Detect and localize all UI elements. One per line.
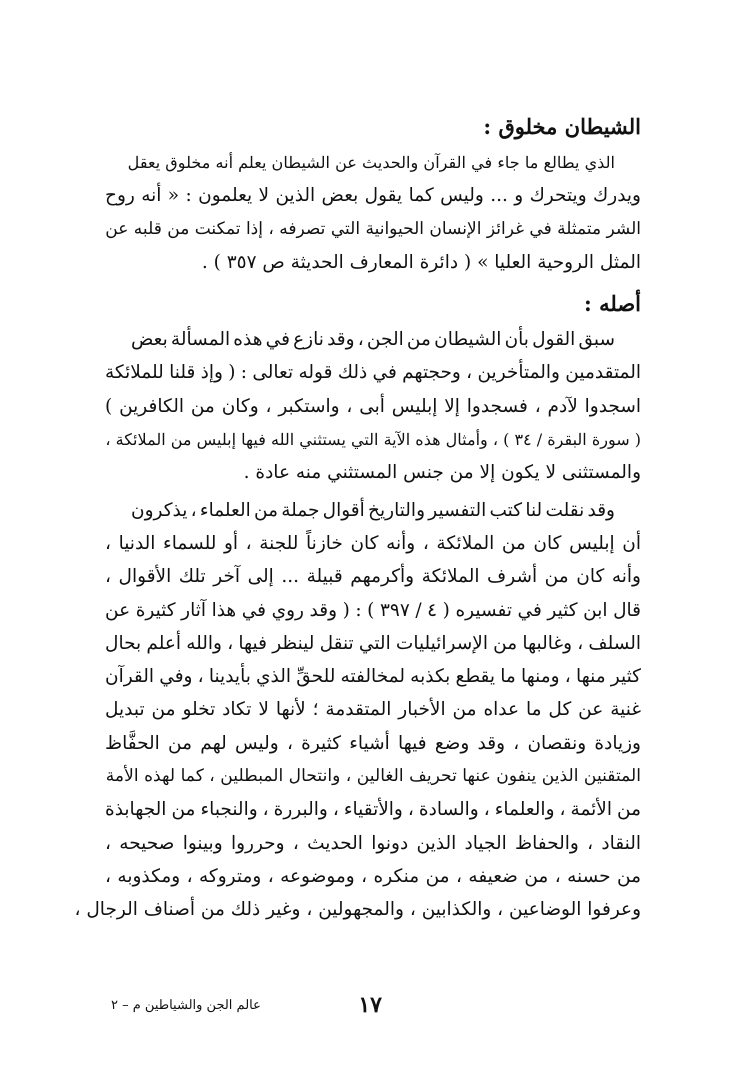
section-heading-origin: أصله : — [584, 291, 641, 317]
text-line: وأنه كان من أشرف الملائكة وأكرمهم قبيلة ... إلى آخر تلك الأقوال ، — [105, 566, 641, 588]
page-number: ١٧ — [358, 992, 382, 1018]
book-title: عالم الجن والشياطين م – ٢ — [111, 998, 261, 1013]
text-line: السلف ، وغالبها من الإسرائيليات التي تنقل لينظر فيها ، والله أعلم بحال — [105, 632, 641, 654]
text-line: كثير منها ، ومنها ما يقطع بكذبه لمخالفته للحقِّ الذي بأيدينا ، وفي القرآن — [105, 666, 641, 688]
paragraph-satan-created — [105, 146, 641, 279]
text-line: سبق القول بأن الشيطان من الجن ، وقد نازع في هذه المسألة بعض — [131, 329, 615, 351]
text-line: من الأئمة ، والعلماء ، والسادة ، والأتقياء ، والبررة ، والنجباء من الجهابذة — [105, 799, 641, 821]
text-line: المتقنين الذين ينفون عنها تحريف الغالين ، وانتحال المبطلين ، كما لهذه الأمة — [105, 766, 641, 787]
text-line: قال ابن كثير في تفسيره ( ٤ / ٣٩٧ ) : ( وقد روي في هذا آثار كثيرة عن — [105, 599, 641, 621]
text-line: أن إبليس كان من الملائكة ، وأنه كان خازناً للجنة ، أو للسماء الدنيا ، — [105, 532, 641, 554]
text-line: المثل الروحية العليا » ( دائرة المعارف الحديثة ص ٣٥٧ ) . — [201, 251, 641, 273]
text-line: غنية عن كل ما عداه من الأخبار المتقدمة ؛ لأنها لا تكاد تخلو من تبديل — [105, 699, 641, 721]
text-line: والمستثنى لا يكون إلا من جنس المستثني منه عادة . — [243, 462, 641, 484]
page-content — [74, 108, 641, 927]
text-line: الذي يطالع ما جاء في القرآن والحديث عن الشيطان يعلم أنه مخلوق يعقل — [127, 153, 615, 172]
paragraph-origin-2 — [74, 494, 641, 927]
text-line: وعرفوا الوضاعين ، والكذابين ، والمجهولين ، وغير ذلك من أصناف الرجال ، — [74, 899, 641, 921]
section-heading-satan-created: الشيطان مخلوق : — [483, 114, 641, 139]
text-line: من حسنه ، من ضعيفه ، من منكره ، وموضوعه ، ومتروكه ، ومكذوبه ، — [105, 865, 641, 887]
text-line: وقد نقلت لنا كتب التفسير والتاريخ أقوال جملة من العلماء ، يذكرون — [131, 499, 615, 521]
text-line: اسجدوا لآدم ، فسجدوا إلا إبليس أبى ، واستكبر ، وكان من الكافرين ) — [105, 395, 641, 417]
text-line: النقاد ، والحفاظ الجياد الذين دونوا الحديث ، وحرروا وبينوا صحيحه ، — [105, 832, 641, 854]
text-line: المتقدمين والمتأخرين ، وحجتهم في ذلك قوله تعالى : ( وإذ قلنا للملائكة — [105, 362, 641, 384]
text-line: وزيادة ونقصان ، وقد وضع فيها أشياء كثيرة ، وليس لهم من الحفَّاظ — [105, 732, 641, 754]
page-footer — [105, 992, 641, 1022]
text-line: ( سورة البقرة / ٣٤ ) ، وأمثال هذه الآية التي يستثني الله فيها إبليس من الملائكة ، — [105, 430, 641, 450]
text-line: الشر متمثلة في غرائز الإنسان الحيوانية التي تصرفه ، إذا تمكنت من قلبه عن — [105, 218, 641, 239]
text-line: ويدرك ويتحرك و ... وليس كما يقول بعض الذين لا يعلمون : « أنه روح — [105, 185, 641, 207]
paragraph-origin-1 — [105, 323, 641, 489]
